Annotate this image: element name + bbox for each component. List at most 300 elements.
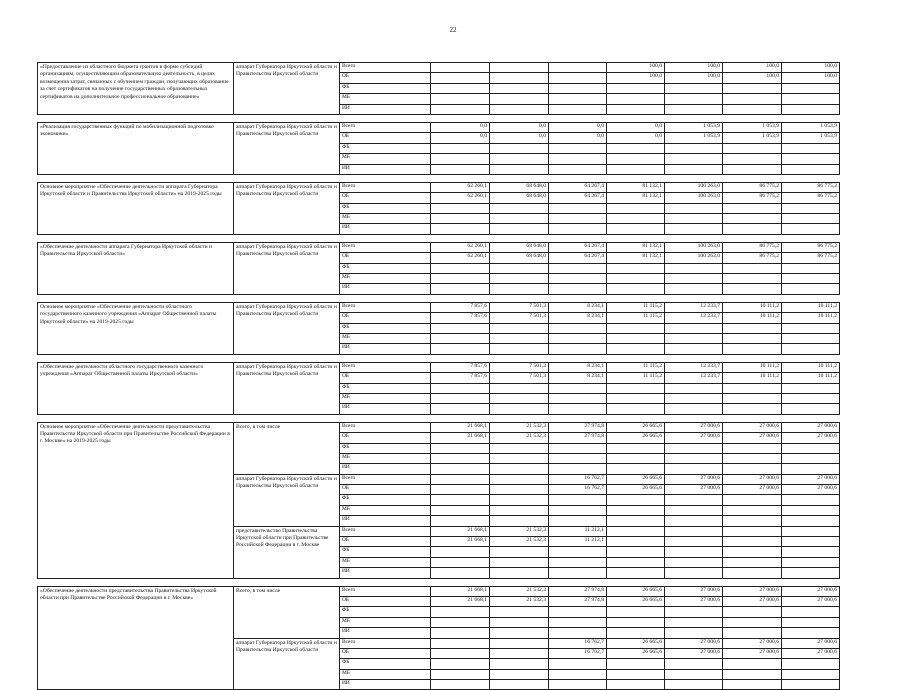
year-value-cell: 27 974,8: [549, 586, 607, 596]
funding-source-cell: ФБ: [340, 263, 431, 273]
year-value-cell: 10 111,2: [782, 313, 840, 323]
year-value-cell: 86 775,2: [782, 253, 840, 263]
year-value-cell: 64 267,4: [549, 182, 607, 192]
year-value-cell: [723, 628, 782, 638]
year-value-cell: [723, 94, 782, 104]
year-value-cell: [665, 214, 723, 224]
year-value-cell: [782, 164, 840, 174]
year-value-cell: [665, 344, 723, 354]
year-value-cell: 100 263,0: [665, 242, 723, 252]
year-value-cell: [607, 383, 665, 393]
funding-source-cell: ФБ: [340, 143, 431, 153]
funding-source-cell: МБ: [340, 669, 431, 679]
year-value-cell: 21 668,1: [431, 537, 490, 547]
year-value-cell: [782, 344, 840, 354]
year-value-cell: 21 532,3: [490, 596, 549, 606]
year-value-cell: [782, 607, 840, 617]
year-value-cell: [431, 94, 490, 104]
year-value-cell: 0,0: [490, 122, 549, 132]
year-value-cell: 21 532,3: [490, 422, 549, 432]
year-value-cell: 10 111,2: [782, 362, 840, 372]
year-value-cell: 0,0: [607, 122, 665, 132]
year-value-cell: [549, 383, 607, 393]
year-value-cell: 10 111,2: [782, 302, 840, 312]
year-value-cell: [490, 383, 549, 393]
year-value-cell: [490, 224, 549, 234]
year-value-cell: [723, 224, 782, 234]
year-value-cell: [431, 63, 490, 73]
year-value-cell: [431, 203, 490, 213]
year-value-cell: [490, 628, 549, 638]
year-value-cell: [490, 104, 549, 114]
table-body: [38, 63, 840, 690]
year-value-cell: [490, 344, 549, 354]
year-value-cell: 11 115,2: [607, 302, 665, 312]
year-value-cell: [723, 505, 782, 515]
year-value-cell: [490, 143, 549, 153]
year-value-cell: 8 234,1: [549, 362, 607, 372]
year-value-cell: [490, 453, 549, 463]
year-value-cell: [782, 404, 840, 414]
year-value-cell: 1 053,9: [723, 122, 782, 132]
funding-source-cell: МБ: [340, 617, 431, 627]
year-value-cell: [490, 73, 549, 83]
year-value-cell: 27 000,6: [665, 596, 723, 606]
funding-source-cell: ОБ: [340, 73, 431, 83]
year-value-cell: 26 665,6: [607, 648, 665, 658]
year-value-cell: [665, 443, 723, 453]
year-value-cell: [782, 505, 840, 515]
year-value-cell: [665, 453, 723, 463]
funding-source-cell: ФБ: [340, 495, 431, 505]
funding-source-cell: ФБ: [340, 323, 431, 333]
year-value-cell: 27 000,6: [665, 485, 723, 495]
year-value-cell: [490, 659, 549, 669]
year-value-cell: 68 648,0: [490, 253, 549, 263]
year-value-cell: [549, 516, 607, 526]
year-value-cell: [549, 607, 607, 617]
year-value-cell: [431, 333, 490, 343]
spacer-cell: [38, 294, 840, 302]
year-value-cell: [490, 669, 549, 679]
year-value-cell: 27 000,6: [665, 474, 723, 484]
year-value-cell: [782, 495, 840, 505]
year-value-cell: [490, 680, 549, 690]
year-value-cell: [665, 83, 723, 93]
year-value-cell: [490, 94, 549, 104]
year-value-cell: [431, 83, 490, 93]
year-value-cell: 21 532,3: [490, 586, 549, 596]
year-value-cell: 100,0: [607, 73, 665, 83]
year-value-cell: [549, 63, 607, 73]
year-value-cell: [549, 73, 607, 83]
year-value-cell: [431, 443, 490, 453]
year-value-cell: [665, 547, 723, 557]
year-value-cell: [665, 505, 723, 515]
year-value-cell: [723, 284, 782, 294]
funding-source-cell: ИИ: [340, 224, 431, 234]
year-value-cell: [782, 669, 840, 679]
year-value-cell: [549, 628, 607, 638]
year-value-cell: 10 111,2: [723, 373, 782, 383]
year-value-cell: [723, 617, 782, 627]
year-value-cell: [549, 547, 607, 557]
year-value-cell: [431, 164, 490, 174]
year-value-cell: [431, 628, 490, 638]
year-value-cell: 27 974,8: [549, 422, 607, 432]
year-value-cell: [607, 464, 665, 474]
block-spacer: [38, 234, 840, 242]
year-value-cell: [723, 214, 782, 224]
year-value-cell: 21 668,1: [431, 422, 490, 432]
year-value-cell: 100 263,0: [665, 253, 723, 263]
year-value-cell: [431, 516, 490, 526]
year-value-cell: 64 267,4: [549, 242, 607, 252]
year-value-cell: 21 532,3: [490, 526, 549, 536]
year-value-cell: 7 501,3: [490, 313, 549, 323]
year-value-cell: [431, 617, 490, 627]
year-value-cell: 26 665,6: [607, 485, 665, 495]
year-value-cell: [665, 680, 723, 690]
year-value-cell: 68 648,0: [490, 182, 549, 192]
year-value-cell: [665, 526, 723, 536]
year-value-cell: [490, 516, 549, 526]
year-value-cell: 86 775,2: [723, 182, 782, 192]
year-value-cell: [723, 83, 782, 93]
funding-source-cell: Всего: [340, 122, 431, 132]
year-value-cell: 12 233,7: [665, 313, 723, 323]
year-value-cell: [431, 344, 490, 354]
funding-source-cell: ИИ: [340, 284, 431, 294]
year-value-cell: [431, 104, 490, 114]
year-value-cell: 27 000,6: [665, 422, 723, 432]
funding-source-cell: ИИ: [340, 464, 431, 474]
year-value-cell: [782, 464, 840, 474]
block-spacer: [38, 414, 840, 422]
table-row: [38, 422, 840, 432]
year-value-cell: [782, 557, 840, 567]
year-value-cell: [549, 617, 607, 627]
year-value-cell: 27 000,6: [782, 596, 840, 606]
year-value-cell: 27 000,6: [782, 485, 840, 495]
year-value-cell: [723, 568, 782, 578]
year-value-cell: 21 532,3: [490, 433, 549, 443]
year-value-cell: 8 234,1: [549, 373, 607, 383]
year-value-cell: [490, 284, 549, 294]
year-value-cell: 7 857,6: [431, 302, 490, 312]
executor-cell: аппарат Губернатора Иркутской области и Правительства Иркутской области: [234, 122, 340, 174]
year-value-cell: [782, 83, 840, 93]
year-value-cell: 1 053,9: [782, 133, 840, 143]
year-value-cell: [607, 224, 665, 234]
year-value-cell: 7 857,6: [431, 313, 490, 323]
year-value-cell: 11 115,2: [607, 362, 665, 372]
year-value-cell: [431, 557, 490, 567]
year-value-cell: [549, 104, 607, 114]
year-value-cell: 16 762,7: [549, 485, 607, 495]
funding-source-cell: ОБ: [340, 313, 431, 323]
year-value-cell: 7 501,3: [490, 362, 549, 372]
year-value-cell: [665, 464, 723, 474]
year-value-cell: [607, 154, 665, 164]
year-value-cell: 100,0: [723, 63, 782, 73]
year-value-cell: [549, 669, 607, 679]
year-value-cell: [607, 516, 665, 526]
year-value-cell: [782, 143, 840, 153]
year-value-cell: [723, 154, 782, 164]
year-value-cell: [723, 263, 782, 273]
executor-cell: аппарат Губернатора Иркутской области и Правительства Иркутской области: [234, 362, 340, 414]
year-value-cell: 27 000,6: [723, 596, 782, 606]
year-value-cell: 12 233,7: [665, 302, 723, 312]
year-value-cell: [665, 568, 723, 578]
funding-source-cell: Всего: [340, 526, 431, 536]
activity-name: Основное мероприятие «Обеспечение деятельности представительства Правительства Иркутской области при Правительстве Российской Федерации в г. Москве» на 2019-2025 годы: [38, 422, 234, 578]
year-value-cell: 26 665,6: [607, 638, 665, 648]
block-spacer: [38, 114, 840, 122]
year-value-cell: 68 648,0: [490, 242, 549, 252]
year-value-cell: [665, 404, 723, 414]
year-value-cell: [782, 516, 840, 526]
year-value-cell: [607, 495, 665, 505]
year-value-cell: [665, 383, 723, 393]
year-value-cell: [665, 669, 723, 679]
year-value-cell: 100,0: [782, 73, 840, 83]
year-value-cell: 8 234,1: [549, 302, 607, 312]
year-value-cell: [607, 659, 665, 669]
year-value-cell: [723, 274, 782, 284]
activity-name: «Обеспечение деятельности областного государственного казенного учреждения «Аппарат Общественной палаты Иркутской области»: [38, 362, 234, 414]
year-value-cell: [490, 274, 549, 284]
funding-source-cell: ФБ: [340, 659, 431, 669]
year-value-cell: [549, 83, 607, 93]
year-value-cell: [549, 284, 607, 294]
year-value-cell: [782, 284, 840, 294]
year-value-cell: [665, 94, 723, 104]
year-value-cell: [549, 224, 607, 234]
year-value-cell: [431, 505, 490, 515]
year-value-cell: 100,0: [782, 63, 840, 73]
funding-source-cell: МБ: [340, 393, 431, 403]
year-value-cell: [723, 383, 782, 393]
year-value-cell: 81 132,1: [607, 193, 665, 203]
year-value-cell: 100,0: [665, 73, 723, 83]
year-value-cell: [782, 224, 840, 234]
funding-source-cell: ФБ: [340, 383, 431, 393]
year-value-cell: [549, 154, 607, 164]
year-value-cell: [431, 474, 490, 484]
year-value-cell: 21 668,1: [431, 526, 490, 536]
funding-source-cell: МБ: [340, 453, 431, 463]
year-value-cell: [490, 154, 549, 164]
year-value-cell: [431, 154, 490, 164]
year-value-cell: [607, 203, 665, 213]
year-value-cell: [607, 214, 665, 224]
activity-name: «Предоставление из областного бюджета грантов в форме субсидий организациям, осуществляющим образовательную деятельность, в целях возмещения затрат, связанных с обучением граждан, получающих образование за счет сертификатов на получение государственных образовательных сертификатов на дополнительное профессиональное образование»: [38, 63, 234, 115]
funding-source-cell: ФБ: [340, 83, 431, 93]
year-value-cell: [431, 383, 490, 393]
year-value-cell: [723, 404, 782, 414]
year-value-cell: 21 668,1: [431, 596, 490, 606]
year-value-cell: [782, 526, 840, 536]
activity-name: Основное мероприятие «Обеспечение деятельности областного государственного казенного учреждения «Аппарат Общественной палаты Иркутской области» на 2019-2025 годы: [38, 302, 234, 354]
year-value-cell: 11 212,1: [549, 537, 607, 547]
funding-source-cell: Всего: [340, 362, 431, 372]
year-value-cell: [549, 680, 607, 690]
funding-source-cell: ОБ: [340, 253, 431, 263]
funding-source-cell: Всего: [340, 474, 431, 484]
year-value-cell: 27 974,8: [549, 433, 607, 443]
executor-cell: аппарат Губернатора Иркутской области и Правительства Иркутской области: [234, 302, 340, 354]
year-value-cell: 62 260,1: [431, 193, 490, 203]
year-value-cell: 26 665,6: [607, 596, 665, 606]
year-value-cell: 0,0: [431, 122, 490, 132]
spacer-cell: [38, 174, 840, 182]
year-value-cell: [490, 607, 549, 617]
spacer-cell: [38, 354, 840, 362]
activity-name: «Реализация государственных функций по мобилизационной подготовке экономики»: [38, 122, 234, 174]
year-value-cell: [490, 263, 549, 273]
block-spacer: [38, 578, 840, 586]
year-value-cell: [549, 557, 607, 567]
year-value-cell: 27 000,6: [665, 433, 723, 443]
year-value-cell: 11 115,2: [607, 313, 665, 323]
funding-source-cell: ОБ: [340, 537, 431, 547]
year-value-cell: [549, 659, 607, 669]
year-value-cell: [723, 495, 782, 505]
executor-cell: аппарат Губернатора Иркутской области и Правительства Иркутской области: [234, 474, 340, 526]
funding-source-cell: ИИ: [340, 568, 431, 578]
year-value-cell: [665, 323, 723, 333]
year-value-cell: [431, 607, 490, 617]
year-value-cell: 27 000,6: [723, 474, 782, 484]
year-value-cell: [607, 617, 665, 627]
funding-source-cell: Всего: [340, 586, 431, 596]
funding-source-cell: Всего: [340, 63, 431, 73]
year-value-cell: [607, 568, 665, 578]
year-value-cell: [665, 393, 723, 403]
year-value-cell: [490, 443, 549, 453]
year-value-cell: [490, 214, 549, 224]
year-value-cell: [665, 154, 723, 164]
year-value-cell: [549, 203, 607, 213]
year-value-cell: 86 775,2: [782, 242, 840, 252]
year-value-cell: [607, 557, 665, 567]
year-value-cell: [665, 495, 723, 505]
year-value-cell: [723, 464, 782, 474]
year-value-cell: [782, 680, 840, 690]
funding-source-cell: ИИ: [340, 104, 431, 114]
year-value-cell: [723, 333, 782, 343]
year-value-cell: 27 000,6: [665, 586, 723, 596]
year-value-cell: 86 775,2: [723, 242, 782, 252]
year-value-cell: [723, 537, 782, 547]
year-value-cell: [782, 453, 840, 463]
year-value-cell: [607, 94, 665, 104]
year-value-cell: [490, 547, 549, 557]
funding-source-cell: ОБ: [340, 485, 431, 495]
year-value-cell: 26 665,6: [607, 474, 665, 484]
year-value-cell: [723, 323, 782, 333]
year-value-cell: 100,0: [665, 63, 723, 73]
funding-source-cell: Всего: [340, 422, 431, 432]
year-value-cell: 10 111,2: [723, 302, 782, 312]
year-value-cell: [431, 224, 490, 234]
year-value-cell: [607, 83, 665, 93]
year-value-cell: 12 233,7: [665, 362, 723, 372]
year-value-cell: [549, 453, 607, 463]
year-value-cell: 27 000,6: [723, 485, 782, 495]
year-value-cell: 27 000,6: [782, 422, 840, 432]
year-value-cell: 81 132,1: [607, 242, 665, 252]
year-value-cell: 27 000,6: [782, 638, 840, 648]
year-value-cell: 10 111,2: [723, 313, 782, 323]
year-value-cell: 81 132,1: [607, 182, 665, 192]
year-value-cell: [723, 393, 782, 403]
year-value-cell: [723, 680, 782, 690]
year-value-cell: 100,0: [607, 63, 665, 73]
year-value-cell: [431, 669, 490, 679]
year-value-cell: [431, 214, 490, 224]
year-value-cell: 0,0: [549, 122, 607, 132]
year-value-cell: [549, 464, 607, 474]
year-value-cell: [549, 333, 607, 343]
year-value-cell: 21 532,3: [490, 537, 549, 547]
year-value-cell: 11 212,1: [549, 526, 607, 536]
year-value-cell: [490, 333, 549, 343]
year-value-cell: 27 000,6: [782, 433, 840, 443]
year-value-cell: 27 000,6: [723, 586, 782, 596]
year-value-cell: [431, 274, 490, 284]
year-value-cell: 27 000,6: [782, 474, 840, 484]
year-value-cell: [431, 393, 490, 403]
funding-source-cell: ОБ: [340, 193, 431, 203]
year-value-cell: [723, 669, 782, 679]
year-value-cell: [665, 284, 723, 294]
year-value-cell: [782, 333, 840, 343]
year-value-cell: [782, 154, 840, 164]
funding-source-cell: МБ: [340, 333, 431, 343]
year-value-cell: [665, 607, 723, 617]
block-spacer: [38, 354, 840, 362]
funding-source-cell: МБ: [340, 94, 431, 104]
year-value-cell: [549, 164, 607, 174]
year-value-cell: 12 233,7: [665, 373, 723, 383]
activity-name: Основное мероприятие «Обеспечение деятельности аппарата Губернатора Иркутской области и Правительства Иркутской области» на 2019-2025 годы: [38, 182, 234, 234]
executor-cell: аппарат Губернатора Иркутской области и Правительства Иркутской области: [234, 242, 340, 294]
year-value-cell: 86 775,2: [723, 193, 782, 203]
funding-source-cell: ФБ: [340, 443, 431, 453]
year-value-cell: 68 648,0: [490, 193, 549, 203]
year-value-cell: 10 111,2: [723, 362, 782, 372]
table-row: [38, 242, 840, 252]
year-value-cell: [490, 203, 549, 213]
year-value-cell: [549, 344, 607, 354]
year-value-cell: [431, 495, 490, 505]
year-value-cell: 16 762,7: [549, 638, 607, 648]
funding-source-cell: МБ: [340, 154, 431, 164]
year-value-cell: 7 501,3: [490, 373, 549, 383]
funding-source-cell: Всего: [340, 182, 431, 192]
year-value-cell: [782, 274, 840, 284]
year-value-cell: 86 775,2: [723, 253, 782, 263]
year-value-cell: 1 053,9: [723, 133, 782, 143]
year-value-cell: [607, 104, 665, 114]
executor-cell: аппарат Губернатора Иркутской области и Правительства Иркутской области: [234, 63, 340, 115]
executor-cell: Всего, в том числе: [234, 586, 340, 638]
year-value-cell: [723, 526, 782, 536]
funding-source-cell: МБ: [340, 274, 431, 284]
